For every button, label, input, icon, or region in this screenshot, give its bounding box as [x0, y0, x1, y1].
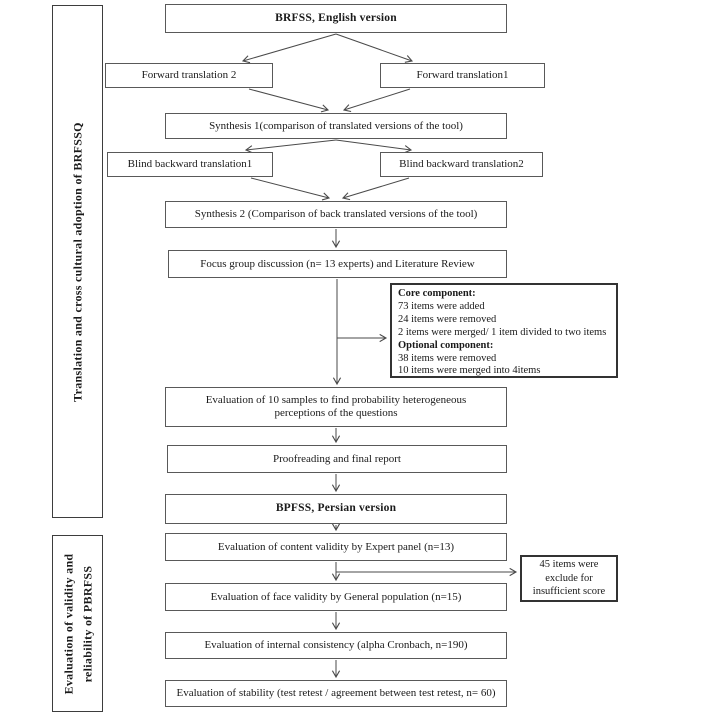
- box-stability: Evaluation of stability (test retest / agreement between test retest, n= 60): [165, 680, 507, 707]
- phase-box-translation: [52, 5, 103, 518]
- arrow-blind2-to-synthesis2: [343, 178, 409, 198]
- optional-component-heading: Optional component:: [398, 339, 494, 351]
- box-brfss-english-version: BRFSS, English version: [165, 4, 507, 33]
- core-component-heading: Core component:: [398, 288, 476, 299]
- box-content-validity: Evaluation of content validity by Expert panel (n=13): [165, 533, 507, 561]
- core-component-line: 24 items were removed: [398, 313, 497, 325]
- core-component-line: 73 items were added: [398, 300, 485, 312]
- arrow-brfss-to-forward2: [243, 34, 336, 61]
- box-bpfss-persian-version: BPFSS, Persian version: [165, 494, 507, 524]
- box-synthesis-1: Synthesis 1(comparison of translated versions of the tool): [165, 113, 507, 139]
- box-focus-group-discussion: Focus group discussion (n= 13 experts) and Literature Review: [168, 250, 507, 278]
- note-core-component: [390, 283, 618, 378]
- core-component-line: 2 items were merged/ 1 item divided to two items: [398, 326, 607, 338]
- arrow-forward1-to-synthesis1: [344, 89, 410, 110]
- box-forward-translation-1: Forward translation1: [380, 63, 545, 88]
- box-internal-consistency: Evaluation of internal consistency (alpha Cronbach, n=190): [165, 632, 507, 659]
- box-blind-backward-translation-1: Blind backward translation1: [107, 152, 273, 177]
- phase-box-evaluation: [52, 535, 103, 712]
- arrow-blind1-to-synthesis2: [251, 178, 329, 198]
- arrow-brfss-to-forward1: [336, 34, 412, 61]
- box-face-validity: Evaluation of face validity by General population (n=15): [165, 583, 507, 611]
- arrow-forward2-to-synthesis1: [249, 89, 328, 110]
- box-proofreading-final-report: Proofreading and final report: [167, 445, 507, 473]
- phase-label-translation: Translation and cross cultural adoption of BRFSSQ: [70, 121, 84, 402]
- note-items-excluded: 45 items were exclude for insufficient score: [520, 555, 618, 602]
- box-blind-backward-translation-2: Blind backward translation2: [380, 152, 543, 177]
- optional-component-line: 38 items were removed: [398, 352, 497, 364]
- phase-label-evaluation: Evaluation of validity and reliability of PBRFSS: [60, 553, 94, 694]
- box-synthesis-2: Synthesis 2 (Comparison of back translated versions of the tool): [165, 201, 507, 228]
- arrow-synthesis1-to-blind1: [246, 140, 336, 150]
- optional-component-line: 10 items were merged into 4items: [398, 365, 541, 377]
- arrow-synthesis1-to-blind2: [336, 140, 411, 150]
- box-forward-translation-2: Forward translation 2: [105, 63, 273, 88]
- box-evaluation-10-samples: Evaluation of 10 samples to find probability heterogeneous perceptions of the questions: [165, 387, 507, 427]
